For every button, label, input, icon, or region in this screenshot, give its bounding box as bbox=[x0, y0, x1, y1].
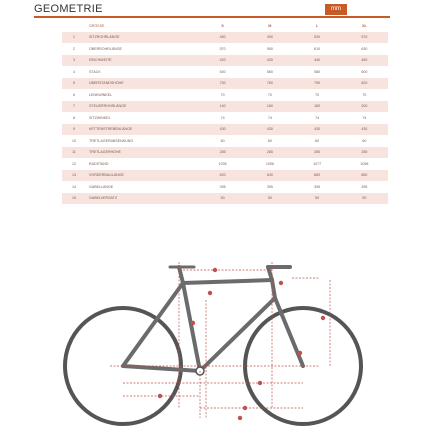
row-label: VORDERBAULÄNGE bbox=[86, 170, 199, 182]
table-row bbox=[62, 78, 388, 90]
row-number: 13 bbox=[62, 170, 86, 182]
row-value: 50 bbox=[341, 193, 388, 205]
row-number: 3 bbox=[62, 55, 86, 67]
row-number: 9 bbox=[62, 124, 86, 136]
row-value: 420 bbox=[199, 55, 246, 67]
table-row bbox=[62, 89, 388, 101]
row-value: 395 bbox=[341, 181, 388, 193]
table-row bbox=[62, 32, 388, 44]
row-value: 820 bbox=[341, 78, 388, 90]
row-label: STEUERROHRLÄNGE bbox=[86, 101, 199, 113]
row-value: 395 bbox=[294, 181, 341, 193]
row-label: SITZROHRLÄNGE bbox=[86, 32, 199, 44]
table-row bbox=[62, 101, 388, 113]
row-value: 1098 bbox=[341, 158, 388, 170]
row-value: 730 bbox=[199, 78, 246, 90]
row-value: 430 bbox=[199, 124, 246, 136]
row-value: 790 bbox=[294, 78, 341, 90]
row-number: 7 bbox=[62, 101, 86, 113]
row-value: 160 bbox=[246, 101, 293, 113]
row-value: 630 bbox=[341, 43, 388, 55]
table-row bbox=[62, 124, 388, 136]
row-number: 1 bbox=[62, 32, 86, 44]
size-header-2: L bbox=[294, 20, 341, 32]
row-value: 610 bbox=[294, 43, 341, 55]
table-row bbox=[62, 181, 388, 193]
row-label: RADSTAND bbox=[86, 158, 199, 170]
row-number: 10 bbox=[62, 135, 86, 147]
row-label: LENKWINKEL bbox=[86, 89, 199, 101]
row-number: 14 bbox=[62, 181, 86, 193]
row-value: 180 bbox=[294, 101, 341, 113]
row-value: 530 bbox=[294, 32, 341, 44]
row-value: 70 bbox=[246, 89, 293, 101]
table-row bbox=[62, 147, 388, 159]
row-value: 50 bbox=[199, 193, 246, 205]
row-value: 680 bbox=[341, 170, 388, 182]
row-value: 200 bbox=[341, 101, 388, 113]
row-value: 285 bbox=[341, 147, 388, 159]
row-value: 285 bbox=[294, 147, 341, 159]
bike-geometry-diagram bbox=[0, 258, 430, 430]
row-value: 50 bbox=[294, 193, 341, 205]
table-row bbox=[62, 135, 388, 147]
row-value: 70 bbox=[341, 89, 388, 101]
row-label: GABELLÄNGE bbox=[86, 181, 199, 193]
row-number: 12 bbox=[62, 158, 86, 170]
row-value: 430 bbox=[246, 55, 293, 67]
row-label: SITZWINKEL bbox=[86, 112, 199, 124]
row-value: 440 bbox=[294, 55, 341, 67]
row-value: 74 bbox=[341, 112, 388, 124]
size-header-1: M bbox=[246, 20, 293, 32]
row-value: 430 bbox=[294, 124, 341, 136]
row-value: 285 bbox=[199, 147, 246, 159]
row-label: REICHWEITE bbox=[86, 55, 199, 67]
row-value: 490 bbox=[246, 32, 293, 44]
bike-frame bbox=[123, 267, 303, 371]
row-value: 430 bbox=[341, 124, 388, 136]
geometry-table bbox=[62, 20, 388, 204]
table-row bbox=[62, 170, 388, 182]
row-value: 74 bbox=[294, 112, 341, 124]
row-number: 15 bbox=[62, 193, 86, 205]
page-title: GEOMETRIE bbox=[34, 3, 103, 15]
row-label: ÜBERSTANDSHÖHE bbox=[86, 78, 199, 90]
row-value: 570 bbox=[341, 32, 388, 44]
row-label: STACK bbox=[86, 66, 199, 78]
row-number: 5 bbox=[62, 78, 86, 90]
row-value: 760 bbox=[246, 78, 293, 90]
row-value: 1035 bbox=[199, 158, 246, 170]
row-label: GABELVERSATZ bbox=[86, 193, 199, 205]
row-value: 580 bbox=[294, 66, 341, 78]
row-value: 60 bbox=[341, 135, 388, 147]
row-value: 450 bbox=[199, 32, 246, 44]
row-value: 60 bbox=[199, 135, 246, 147]
title-rule bbox=[34, 16, 390, 18]
table-row bbox=[62, 158, 388, 170]
table-row bbox=[62, 66, 388, 78]
row-value: 560 bbox=[246, 66, 293, 78]
row-label: TRETLAGERHÖHE bbox=[86, 147, 199, 159]
table-row bbox=[62, 193, 388, 205]
row-value: 395 bbox=[246, 181, 293, 193]
row-value: 140 bbox=[199, 101, 246, 113]
row-value: 70 bbox=[199, 89, 246, 101]
row-value: 590 bbox=[246, 43, 293, 55]
row-number: 6 bbox=[62, 89, 86, 101]
row-value: 70 bbox=[294, 89, 341, 101]
row-value: 570 bbox=[199, 43, 246, 55]
row-number: 4 bbox=[62, 66, 86, 78]
table-row bbox=[62, 43, 388, 55]
row-value: 395 bbox=[199, 181, 246, 193]
row-number: 2 bbox=[62, 43, 86, 55]
row-value: 450 bbox=[341, 55, 388, 67]
size-header-3: XL bbox=[341, 20, 388, 32]
row-value: 285 bbox=[246, 147, 293, 159]
row-value: 660 bbox=[294, 170, 341, 182]
row-number: 8 bbox=[62, 112, 86, 124]
unit-badge: mm bbox=[325, 4, 347, 15]
table-row bbox=[62, 55, 388, 67]
row-value: 430 bbox=[246, 124, 293, 136]
row-value: 600 bbox=[341, 66, 388, 78]
row-number: 11 bbox=[62, 147, 86, 159]
row-value: 620 bbox=[199, 170, 246, 182]
row-label: KETTENSTREBENLÄNGE bbox=[86, 124, 199, 136]
row-value: 50 bbox=[246, 193, 293, 205]
header-num-cell bbox=[62, 20, 86, 32]
size-header-label: GRÖSSE bbox=[86, 20, 199, 32]
row-label: OBERROHRLÄNGE bbox=[86, 43, 199, 55]
row-label: TRETLAGERABSENKUNG bbox=[86, 135, 199, 147]
row-value: 640 bbox=[246, 170, 293, 182]
row-value: 74 bbox=[199, 112, 246, 124]
table-header-row bbox=[62, 20, 388, 32]
row-value: 1056 bbox=[246, 158, 293, 170]
row-value: 60 bbox=[294, 135, 341, 147]
row-value: 60 bbox=[246, 135, 293, 147]
row-value: 74 bbox=[246, 112, 293, 124]
row-value: 540 bbox=[199, 66, 246, 78]
row-value: 1077 bbox=[294, 158, 341, 170]
table-row bbox=[62, 112, 388, 124]
size-header-0: S bbox=[199, 20, 246, 32]
